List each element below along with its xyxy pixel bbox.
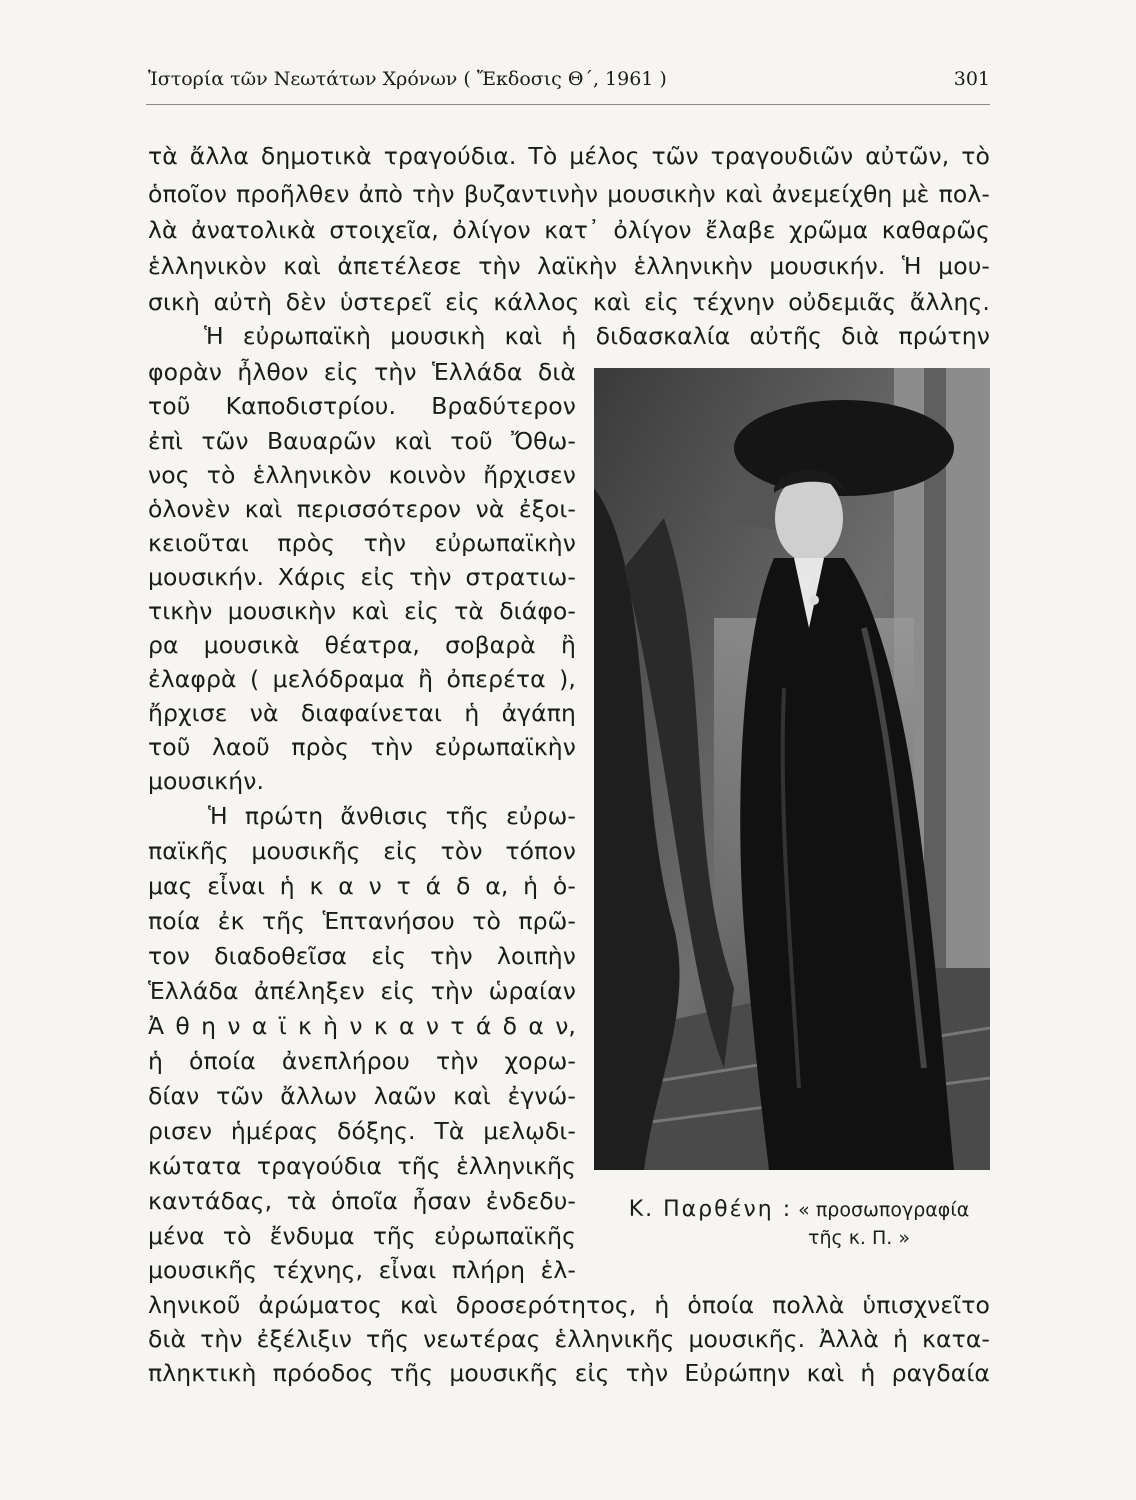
text-line: τικὴν μουσικὴν καὶ εἰς τὰ διάφο- bbox=[148, 597, 576, 625]
text-line: μουσικήν. bbox=[148, 767, 265, 795]
text-line: Ἑλλάδα ἀπέληξεν εἰς τὴν ὡραίαν bbox=[148, 977, 576, 1005]
text-line: ὁλονὲν καὶ περισσότερον νὰ ἐξοι- bbox=[148, 495, 576, 523]
text-line: τον διαδοθεῖσα εἰς τὴν λοιπὴν bbox=[148, 942, 576, 970]
text-line: κώτατα τραγούδια τῆς ἑλληνικῆς bbox=[148, 1152, 576, 1180]
text-line: ἤρχισε νὰ διαφαίνεται ἡ ἀγάπη bbox=[148, 699, 576, 727]
text-line: ἑλληνικὸν καὶ ἀπετέλεσε τὴν λαϊκὴν ἑλληνικὴν μουσικήν. Ἡ μου- bbox=[148, 252, 990, 280]
running-title: Ἱστορία τῶν Νεωτάτων Χρόνων ( Ἔκδοσις Θ΄, 1961 ) bbox=[148, 68, 667, 90]
text-line: τοῦ λαοῦ πρὸς τὴν εὐρωπαϊκὴν bbox=[148, 733, 576, 761]
caption-title-2: τῆς κ. Π. » bbox=[808, 1227, 910, 1249]
text-line: ληνικοῦ ἀρώματος καὶ δροσερότητος, ἡ ὁποία πολλὰ ὑπισχνεῖτο bbox=[148, 1291, 990, 1319]
paragraph-start-line: Ἡ πρώτη ἄνθισις τῆς εὐρω- bbox=[208, 802, 576, 830]
running-header bbox=[148, 68, 990, 90]
text-line: τοῦ Καποδιστρίου. Βραδύτερον bbox=[148, 392, 576, 420]
caption-title-1: « προσωπογραφία bbox=[798, 1199, 970, 1221]
text-line: κειοῦται πρὸς τὴν εὐρωπαϊκὴν bbox=[148, 529, 576, 557]
text-line: Ἀ θ η ν α ϊ κ ὴ ν κ α ν τ ά δ α ν, bbox=[148, 1012, 576, 1040]
text-line: νος τὸ ἑλληνικὸν κοινὸν ἤρχισεν bbox=[148, 461, 576, 489]
text-line: ποία ἐκ τῆς Ἑπτανήσου τὸ πρῶ- bbox=[148, 907, 576, 935]
text-line: δίαν τῶν ἄλλων λαῶν καὶ ἐγνώ- bbox=[148, 1082, 576, 1110]
portrait-photo bbox=[594, 368, 990, 1170]
portrait-image bbox=[594, 368, 990, 1170]
text-line: καντάδας, τὰ ὁποῖα ἦσαν ἐνδεδυ- bbox=[148, 1187, 576, 1215]
text-line: παϊκῆς μουσικῆς εἰς τὸν τόπον bbox=[148, 837, 576, 865]
page-number: 301 bbox=[953, 68, 990, 90]
text-line: τὰ ἄλλα δημοτικὰ τραγούδια. Τὸ μέλος τῶν τραγουδιῶν αὐτῶν, τὸ bbox=[148, 142, 990, 170]
text-line: μουσικῆς τέχνης, εἶναι πλήρη ἑλ- bbox=[148, 1256, 576, 1284]
text-line: ἐπὶ τῶν Βαυαρῶν καὶ τοῦ Ὄθω- bbox=[148, 427, 576, 455]
text-line: μένα τὸ ἔνδυμα τῆς εὐρωπαϊκῆς bbox=[148, 1222, 576, 1250]
text-line: πληκτικὴ πρόοδος τῆς μουσικῆς εἰς τὴν Εὐρώπην καὶ ἡ ραγδαία bbox=[148, 1359, 990, 1387]
text-line: φορὰν ἦλθον εἰς τὴν Ἑλλάδα διὰ bbox=[148, 358, 576, 386]
photo-caption bbox=[608, 1196, 990, 1252]
paragraph-start-line: Ἡ εὐρωπαϊκὴ μουσικὴ καὶ ἡ διδασκαλία αὐτῆς διὰ πρώτην bbox=[204, 322, 990, 350]
text-line: ὁποῖον προῆλθεν ἀπὸ τὴν βυζαντινὴν μουσικὴν καὶ ἀνεμείχθη μὲ πολ- bbox=[148, 180, 990, 208]
header-rule bbox=[146, 104, 990, 105]
caption-author: Κ. Παρθένη : bbox=[628, 1197, 793, 1222]
text-line: λὰ ἀνατολικὰ στοιχεῖα, ὀλίγον κατ᾽ ὀλίγον ἔλαβε χρῶμα καθαρῶς bbox=[148, 216, 990, 244]
text-line: ρα μουσικὰ θέατρα, σοβαρὰ ἢ bbox=[148, 631, 576, 659]
text-line: ἐλαφρὰ ( μελόδραμα ἢ ὀπερέτα ), bbox=[148, 665, 576, 693]
text-line: διὰ τὴν ἐξέλιξιν τῆς νεωτέρας ἑλληνικῆς μουσικῆς. Ἀλλὰ ἡ κατα- bbox=[148, 1325, 990, 1353]
text-line: μας εἶναι ἡ κ α ν τ ά δ α, ἡ ὁ- bbox=[148, 872, 576, 900]
text-line: ἡ ὁποία ἀνεπλήρου τὴν χορω- bbox=[148, 1047, 576, 1075]
text-line: σικὴ αὐτὴ δὲν ὑστερεῖ εἰς κάλλος καὶ εἰς τέχνην οὐδεμιᾶς ἄλλης. bbox=[148, 288, 990, 316]
text-line: μουσικήν. Χάρις εἰς τὴν στρατιω- bbox=[148, 563, 576, 591]
text-line: ρισεν ἡμέρας δόξης. Τὰ μελῳδι- bbox=[148, 1117, 576, 1145]
